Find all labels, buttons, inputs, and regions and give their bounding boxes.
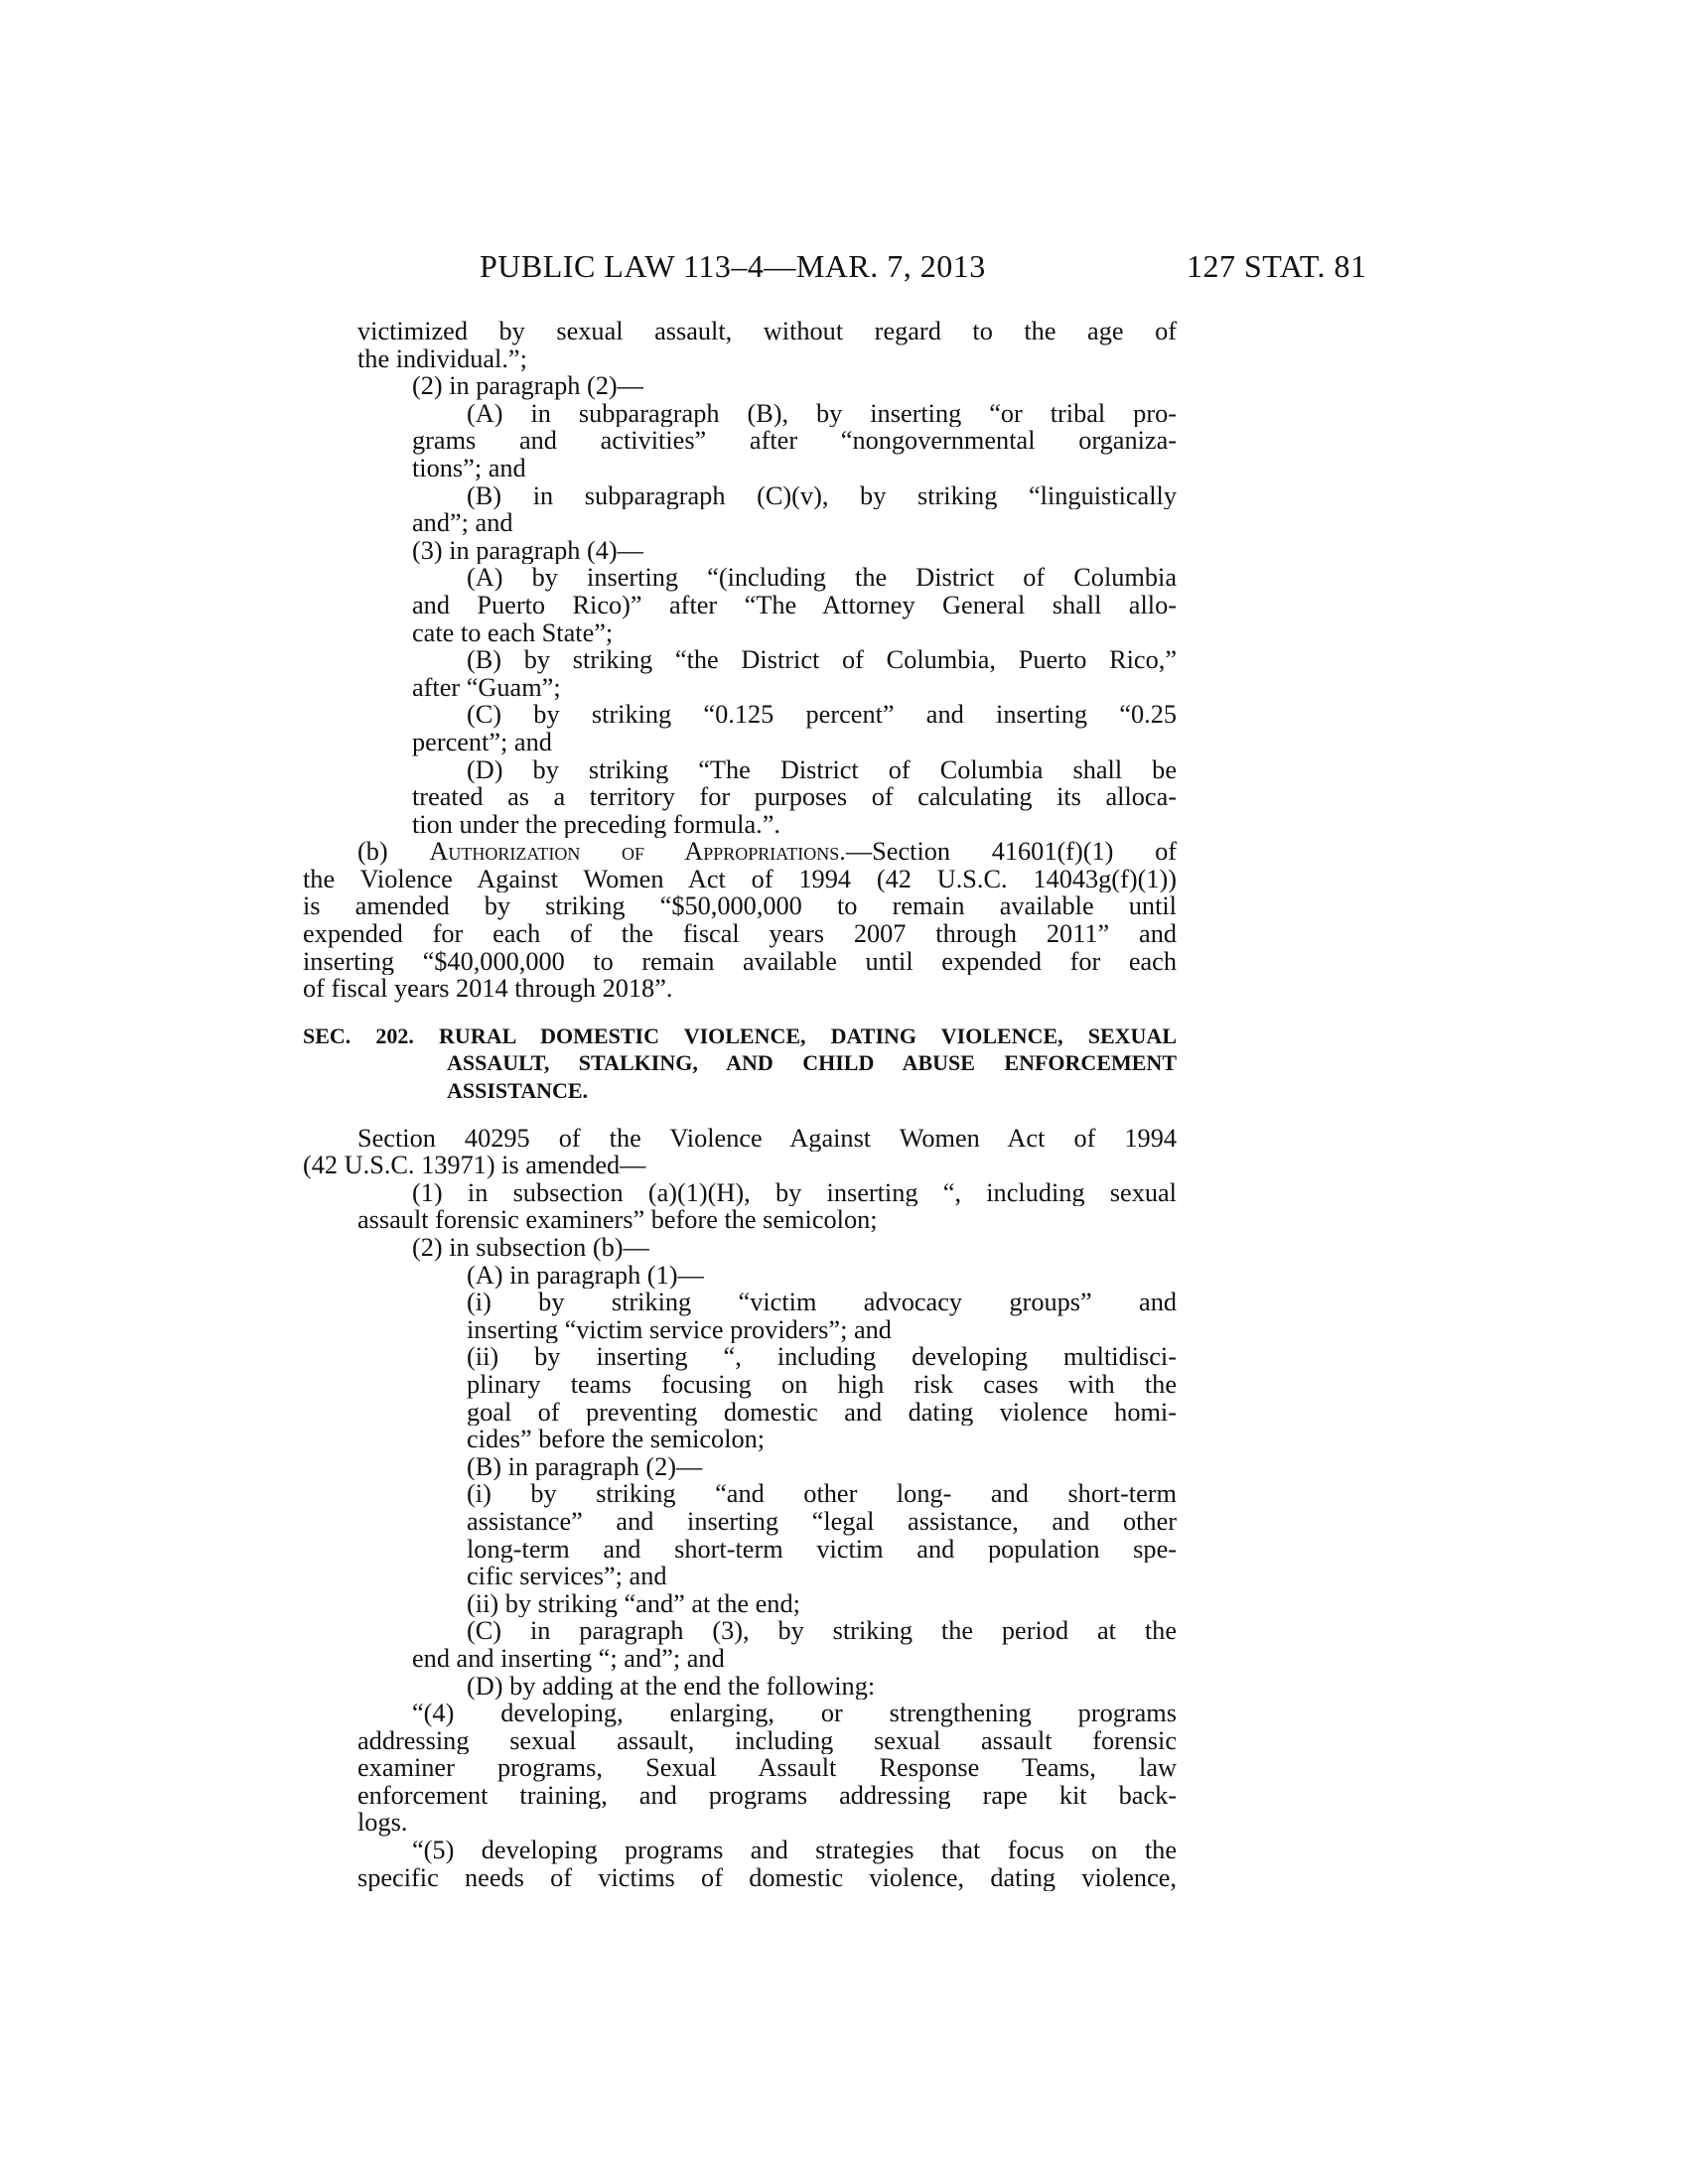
text-line: addressing sexual assault, including sexual assault forensic: [357, 1726, 1177, 1755]
text-line: (2) in subsection (b)—: [412, 1234, 649, 1262]
text-line: assault forensic examiners” before the semicolon;: [357, 1206, 878, 1234]
text-line: is amended by striking “$50,000,000 to remain available until: [303, 892, 1177, 921]
text-line: (D) by striking “The District of Columbia shall be: [467, 755, 1177, 784]
text-line: specific needs of victims of domestic violence, dating violence,: [357, 1863, 1177, 1892]
text-line: the Violence Against Women Act of 1994 (42 U.S.C. 14043g(f)(1)): [303, 865, 1177, 893]
text-line: enforcement training, and programs addressing rape kit back-: [357, 1781, 1177, 1810]
text-line: (B) by striking “the District of Columbia, Puerto Rico,”: [467, 646, 1177, 674]
text-line: long-term and short-term victim and population spe-: [467, 1535, 1177, 1564]
text-line: logs.: [357, 1809, 408, 1838]
text-line: end and inserting “; and”; and: [412, 1644, 725, 1673]
text-line: expended for each of the fiscal years 2007 through 2011” and: [303, 920, 1177, 948]
section-text-block: [303, 1125, 1177, 1892]
section-heading-line: ASSISTANCE.: [447, 1078, 589, 1104]
section-heading: [303, 1023, 1177, 1105]
text-line: (1) in subsection (a)(1)(H), by inserting “, including sexual: [412, 1178, 1177, 1207]
text-line: (D) by adding at the end the following:: [467, 1672, 876, 1701]
text-line: Section 40295 of the Violence Against Women Act of 1994: [357, 1124, 1177, 1153]
subsection-caption: Authorization of Appropriations.: [429, 838, 846, 866]
text-line: assistance” and inserting “legal assistance, and other: [467, 1507, 1177, 1536]
text-line: tion under the preceding formula.”.: [412, 810, 780, 839]
text-line: tions”; and: [412, 454, 526, 482]
running-title: PUBLIC LAW 113–4—MAR. 7, 2013: [480, 248, 986, 284]
text-line: (A) in paragraph (1)—: [467, 1261, 704, 1290]
text-line: (A) in subparagraph (B), by inserting “or tribal pro-: [467, 399, 1177, 428]
text-line: (2) in paragraph (2)—: [412, 372, 643, 400]
text-line: “(4) developing, enlarging, or strengthening programs: [412, 1700, 1177, 1727]
section-heading-line: ASSAULT, STALKING, AND CHILD ABUSE ENFORCEMENT: [447, 1050, 1177, 1076]
section-heading-line: SEC. 202. RURAL DOMESTIC VIOLENCE, DATING VIOLENCE, SEXUAL: [303, 1023, 1177, 1048]
text-line: plinary teams focusing on high risk cases with the: [467, 1370, 1177, 1399]
text-line: cific services”; and: [467, 1563, 667, 1590]
text-line: inserting “victim service providers”; and: [467, 1315, 892, 1344]
text-line: cate to each State”;: [412, 618, 614, 647]
text-line: percent”; and: [412, 728, 552, 756]
text-line: “(5) developing programs and strategies that focus on the: [412, 1837, 1177, 1864]
text-line: (ii) by inserting “, including developing multidisci-: [467, 1343, 1177, 1371]
text-line: after “Guam”;: [412, 673, 561, 702]
amendment-text-block: [303, 318, 1177, 1003]
text-line: and”; and: [412, 509, 513, 537]
text-line: grams and activities” after “nongovernmental organiza-: [412, 427, 1177, 455]
text-line: (B) in paragraph (2)—: [467, 1452, 703, 1481]
text-line: of fiscal years 2014 through 2018”.: [303, 975, 673, 1003]
text-line: inserting “$40,000,000 to remain available until expended for each: [303, 947, 1177, 976]
text-line: (i) by striking “victim advocacy groups” and: [467, 1289, 1177, 1316]
text-line: (C) in paragraph (3), by striking the period at the: [467, 1617, 1177, 1645]
text-line: victimized by sexual assault, without regard to the age of: [357, 318, 1177, 345]
text-line: (b) Authorization of Appropriations.—Section 41601(f)(1) of: [357, 838, 1177, 866]
document-body: [303, 318, 1177, 1891]
text-line: treated as a territory for purposes of calculating its alloca-: [412, 783, 1177, 811]
text-line: (ii) by striking “and” at the end;: [467, 1589, 800, 1618]
page-header: [0, 248, 1688, 288]
text-line: (3) in paragraph (4)—: [412, 536, 643, 565]
text-line: cides” before the semicolon;: [467, 1426, 766, 1453]
text-line: goal of preventing domestic and dating violence homi-: [467, 1398, 1177, 1427]
text-line: (i) by striking “and other long- and short-term: [467, 1480, 1177, 1508]
text-line: and Puerto Rico)” after “The Attorney General shall allo-: [412, 591, 1177, 619]
text-line: (A) by inserting “(including the District of Columbia: [467, 564, 1177, 592]
page-number: 127 STAT. 81: [1187, 248, 1367, 284]
text-line: (C) by striking “0.125 percent” and inserting “0.25: [467, 701, 1177, 729]
text-line: (B) in subparagraph (C)(v), by striking “linguistically: [467, 481, 1177, 510]
text-line: the individual.”;: [357, 344, 527, 373]
text-line: (42 U.S.C. 13971) is amended—: [303, 1152, 646, 1179]
text-line: examiner programs, Sexual Assault Response Teams, law: [357, 1754, 1177, 1782]
